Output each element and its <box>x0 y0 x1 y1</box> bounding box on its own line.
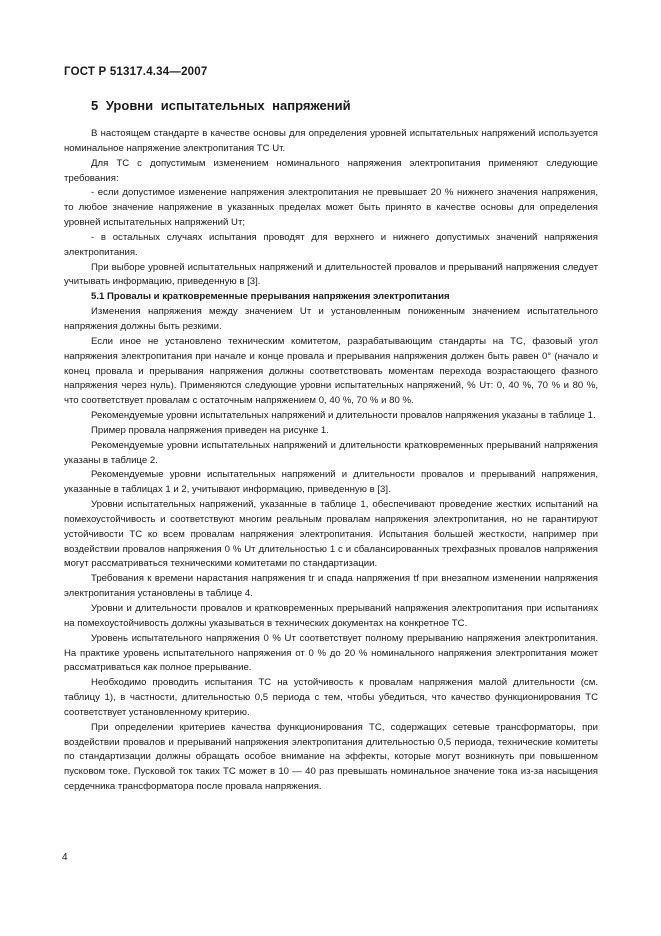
paragraph: Необходимо проводить испытания ТС на устойчивость к провалам напряжения малой длительности (см. таблицу 1), в частности, длительностью 0,5 периода с тем, чтобы убедиться, что качество функционирования ТС соответствует установленному критерию. <box>64 677 598 718</box>
paragraph: Рекомендуемые уровни испытательных напряжений и длительности провалов и прерываний напряжения, указанные в таблицах 1 и 2, учитывают информацию, приведенную в [3]. <box>64 469 598 496</box>
document-header: ГОСТ Р 51317.4.34—2007 <box>64 66 208 78</box>
paragraph: В настоящем стандарте в качестве основы для определения уровней испытательных напряжений используется номинальное напряжение электропитания ТС Uт. <box>64 128 598 154</box>
paragraph: При определении критериев качества функционирования ТС, содержащих сетевые трансформаторы, при воздействии провалов и прерываний напряжения электропитания длительностью 0,5 периода, технические комитеты по стандартизации должны обращать особое внимание на эффекты, которые могут возникнуть при повышенном пусковом токе. Пусковой ток таких ТС может в 10 — 40 раз превышать номинальное значение тока из-за насыщения сердечника трансформатора после провала напряжения. <box>64 721 598 793</box>
paragraph: Требования к времени нарастания напряжения tr и спада напряжения tf при внезапном изменении напряжения электропитания установлены в таблице 4. <box>64 573 598 600</box>
page-number: 4 <box>62 852 68 863</box>
paragraph: Уровень испытательного напряжения 0 % Uт соответствует полному прерыванию напряжения электропитания. На практике уровень испытательного напряжения от 0 % до 20 % номинального напряжения электропитания может рассматриваться как полное прерывание. <box>64 632 598 674</box>
paragraph: Если иное не установлено техническим комитетом, разрабатывающим стандарты на ТС, фазовый угол напряжения электропитания при начале и конце провала и прерывания напряжения должен быть равен 0° (начало и конец провала и прерывания напряжения должны соответствовать моментам перехода возрастающего фазного напряжения через нуль). Применяются следующие уровни испытательных напряжений, % Uт: 0, 40 %, 70 % и 80 %, что соответствует провалам с остаточным напряжением 0, 40 %, 70 % и 80 %. <box>64 335 598 407</box>
paragraph: Изменения напряжения между значением Uт и установленным пониженным значением испытательного напряжения должны быть резкими. <box>64 306 598 332</box>
paragraph: - в остальных случаях испытания проводят для верхнего и нижнего допустимых значений напряжения электропитания. <box>64 231 598 258</box>
paragraph: Уровни и длительности провалов и кратковременных прерываний напряжения электропитания при испытаниях на помехоустойчивость должны указываться в технических документах на конкретное ТС. <box>64 603 598 629</box>
paragraph: При выборе уровней испытательных напряжений и длительностей провалов и прерываний напряжения следует учитывать информацию, приведенную в [3]. <box>64 261 598 288</box>
paragraph: Пример провала напряжения приведен на рисунке 1. <box>91 424 329 436</box>
paragraph: Для ТС с допустимым изменением номинального напряжения электропитания применяют следующие требования: <box>64 157 598 184</box>
paragraph: Рекомендуемые уровни испытательных напряжений и длительности провалов напряжения указаны в таблице 1. <box>91 410 596 422</box>
paragraph: Уровни испытательных напряжений, указанные в таблице 1, обеспечивают проведение жестких испытаний на помехоустойчивость и соответствуют многим реальным провалам напряжения электропитания, но не гарантируют устойчивости ТС ко всем провалам напряжения электропитания. Испытания большей жесткости, например при воздействии провалов напряжения 0 % Uт длительностью 1 с и сбалансированных трехфазных провалов напряжения могут рассматриваться техническими комитетами по стандартизации. <box>64 499 598 570</box>
paragraph: Рекомендуемые уровни испытательных напряжений и длительности кратковременных прерываний напряжения указаны в таблице 2. <box>64 439 598 466</box>
body-text <box>64 127 598 795</box>
paragraph: - если допустимое изменение напряжения электропитания не превышает 20 % нижнего значения напряжения, то любое значение напряжение в указанных пределах может быть принято в качестве основы для определения уровней испытательных напряжений Uт; <box>64 187 598 229</box>
section-title: 5 Уровни испытательных напряжений <box>91 98 351 113</box>
subsection-heading: 5.1 Провалы и кратковременные прерывания напряжения электропитания <box>91 291 450 303</box>
